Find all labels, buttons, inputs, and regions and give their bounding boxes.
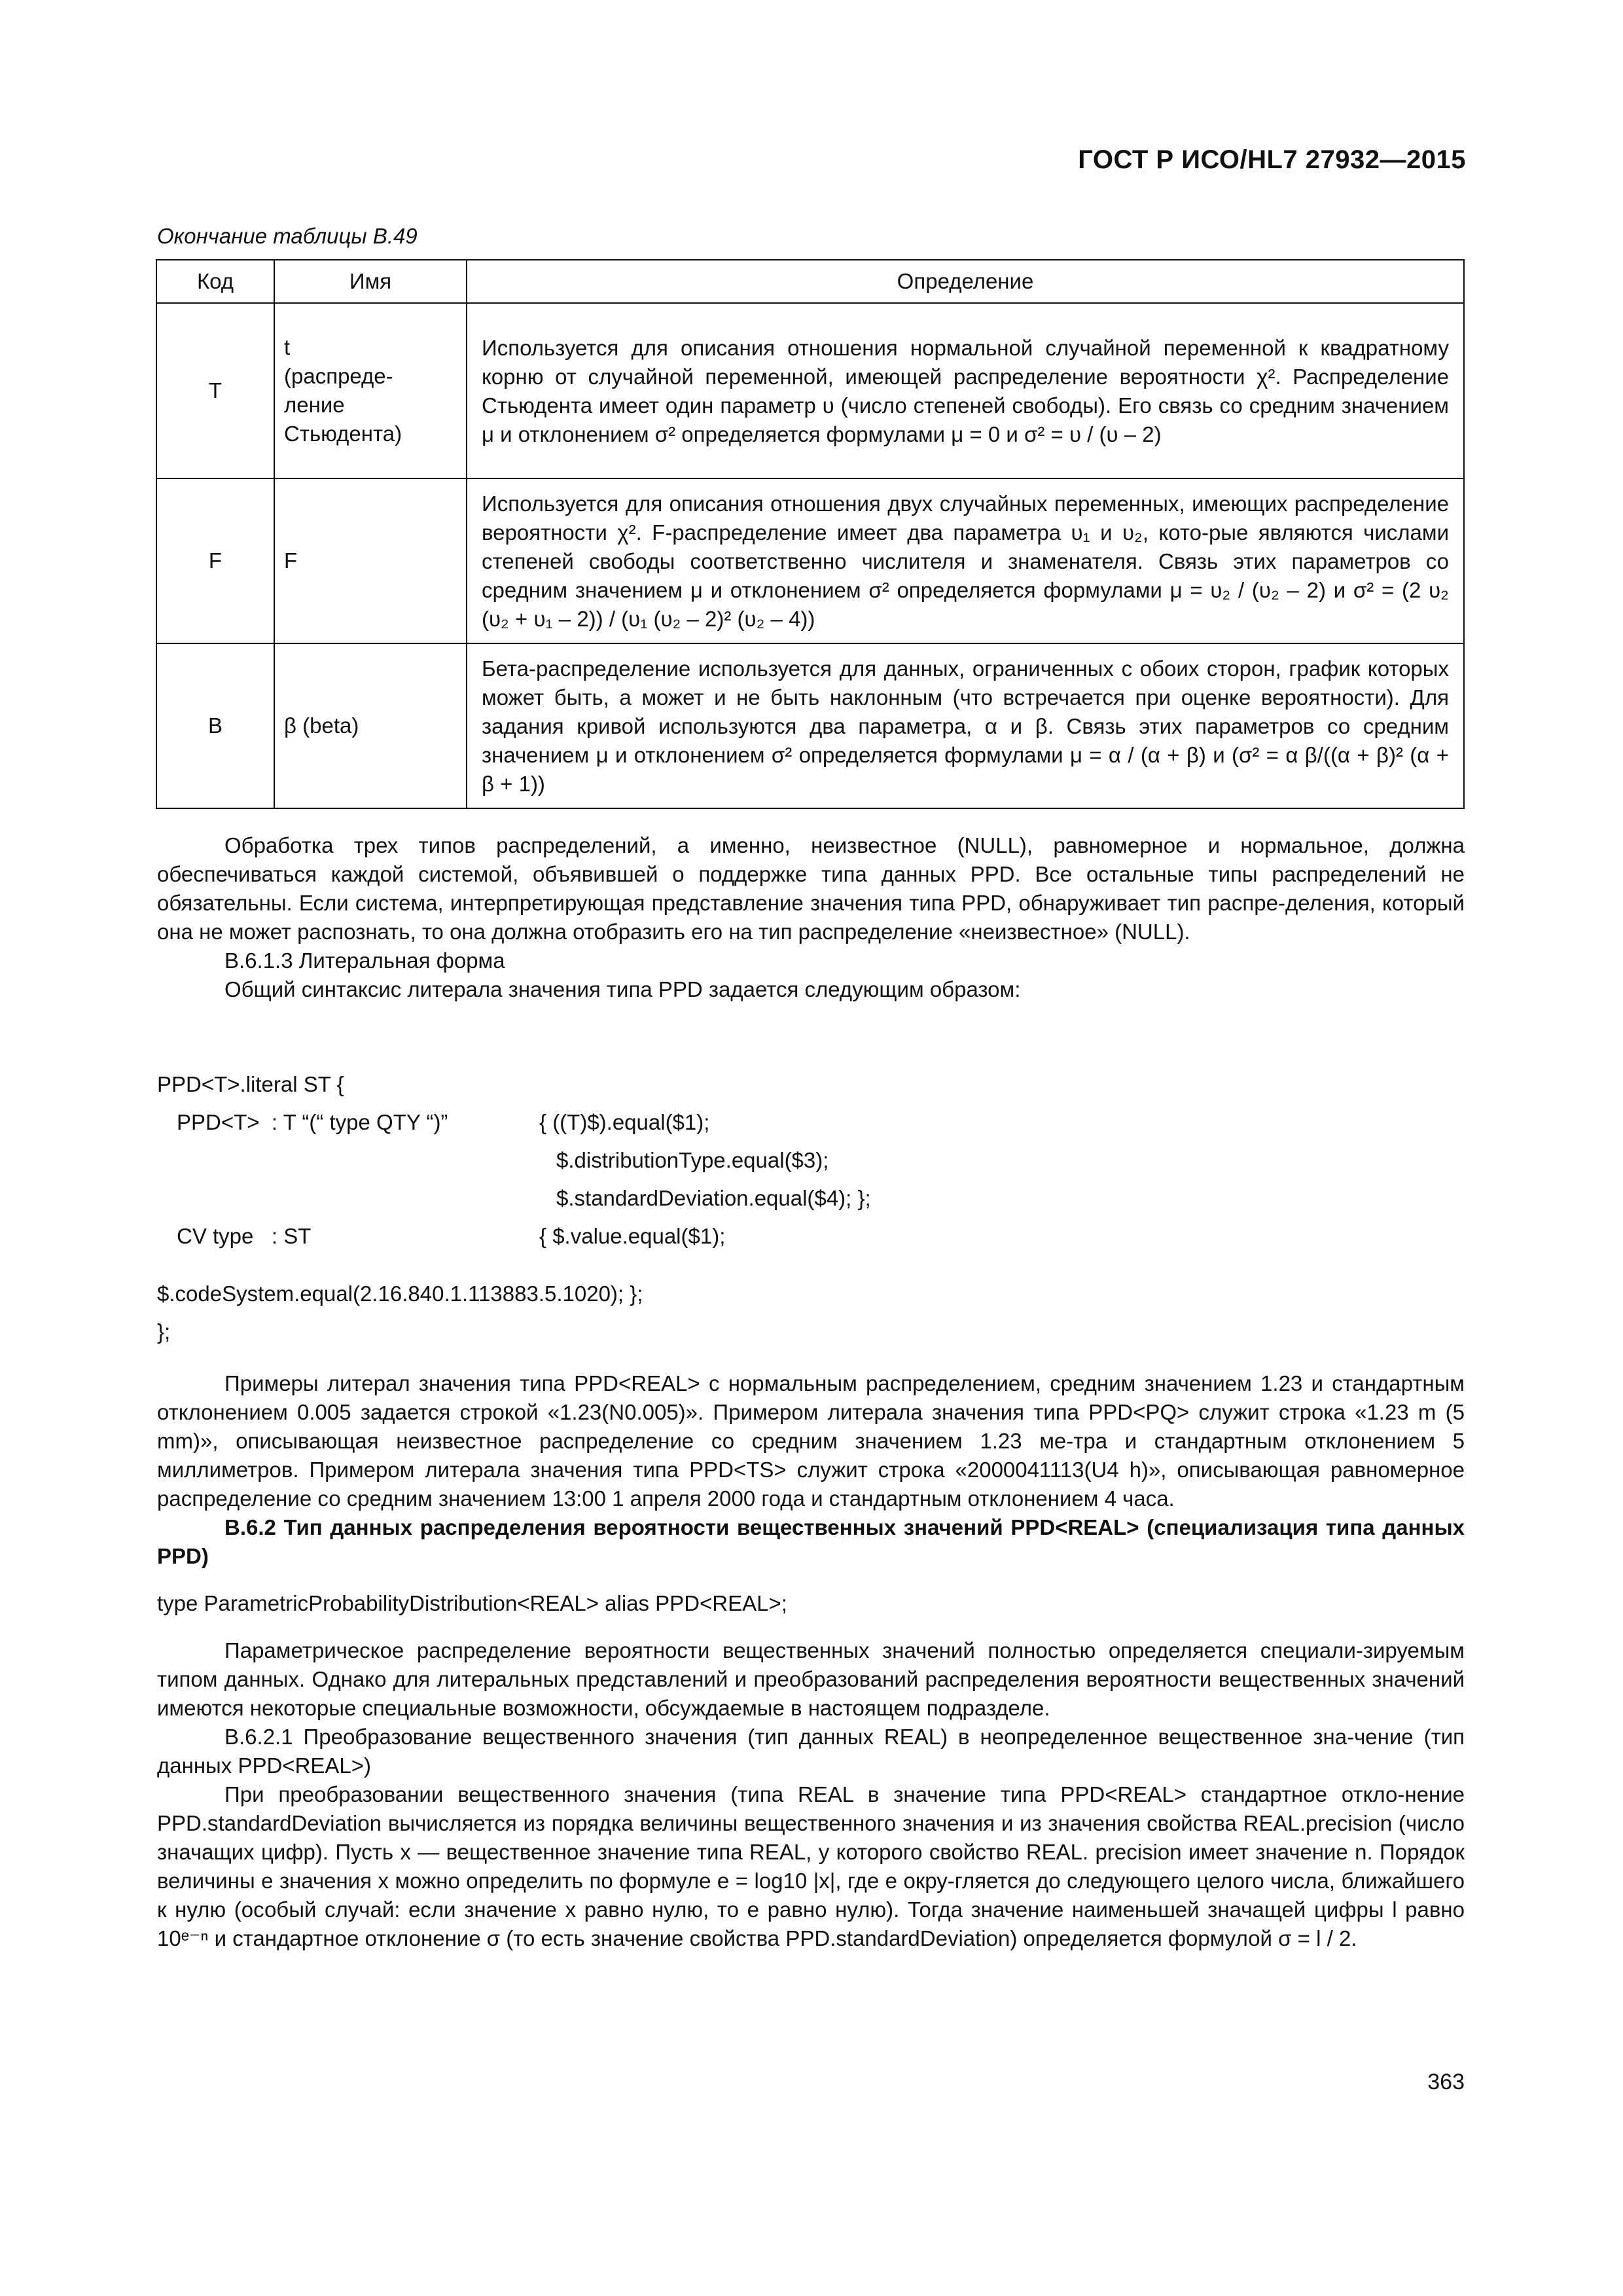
row-name-line: (распреде- xyxy=(284,364,393,388)
row-name-line: ление xyxy=(284,393,345,417)
text-section-processing xyxy=(157,831,1465,1004)
code-line: CV type : ST xyxy=(177,1224,312,1248)
code-line: { $.value.equal($1); xyxy=(539,1224,726,1248)
table-row xyxy=(156,643,1464,808)
row-code: T xyxy=(156,303,274,478)
table-row xyxy=(156,303,1464,478)
column-header-code: Код xyxy=(156,260,274,303)
paragraph-conversion-rule: При преобразовании вещественного значения (типа REAL в значение типа PPD<REAL> стандартное откло-нение PPD.standardDeviation вычисляется из порядка величины вещественного значения и из значения свойства REAL.precision (число значащих цифр). Пусть x — вещественное значение типа REAL, у которого свойство REAL. precision имеет значение n. Порядок величины e значения x можно определить по формуле e = log10 |x|, где e окру-гляется до следующего целого числа, ближайшего к нулю (особый случай: если значение x равно нулю, то e равно нулю). Тогда значение наименьшей значащей цифры l равно 10ᵉ⁻ⁿ и стандартное отклонение σ (то есть значение свойства PPD.standardDeviation) определяется формулой σ = l / 2. xyxy=(157,1782,1465,1950)
code-line: $.standardDeviation.equal($4); }; xyxy=(556,1186,871,1210)
row-code: F xyxy=(156,478,274,643)
table-row xyxy=(156,478,1464,643)
paragraph-literal-examples: Примеры литерал значения типа PPD<REAL> с нормальным распределением, средним значением 1.23 и стандартным отклонением 0.005 задается строкой «1.23(N0.005)». Примером литерала значения типа PPD<PQ> служит строка «1.23 m (5 mm)», описывающая неизвестное распределение со средним значением 1.23 ме-тра и стандартным отклонением 5 миллиметров. Примером литерала значения типа PPD<TS> служит строка «2000041113(U4 h)», описывающая равномерное распределение со средним значением 13:00 1 апреля 2000 года и стандартным отклонением 4 часа. xyxy=(157,1371,1465,1511)
code-line: $.distributionType.equal($3); xyxy=(556,1148,829,1172)
paragraph-parametric-distribution: Параметрическое распределение вероятности вещественных значений полностью определяется специали-зируемым типом данных. Однако для литеральных представлений и преобразований распределения вероятности вещественных значений имеются некоторые специальные возможности, обсуждаемые в настоящем подразделе. xyxy=(157,1638,1465,1720)
table-header-row xyxy=(156,260,1464,303)
code-line: }; xyxy=(157,1319,171,1344)
row-name-line: F xyxy=(284,548,298,573)
subsection-heading-literal-form: В.6.1.3 Литеральная форма xyxy=(224,948,505,973)
row-name-line: t xyxy=(284,335,291,359)
page-number: 363 xyxy=(1427,2070,1465,2094)
code-line: $.codeSystem.equal(2.16.840.1.113883.5.1020); }; xyxy=(157,1282,643,1306)
row-name-line: Стьюдента) xyxy=(284,422,402,446)
row-name xyxy=(274,643,467,808)
type-declaration: type ParametricProbabilityDistribution<REAL> alias PPD<REAL>; xyxy=(157,1591,787,1615)
distribution-table xyxy=(156,259,1465,809)
row-code: B xyxy=(156,643,274,808)
row-name xyxy=(274,303,467,478)
row-definition: Используется для описания отношения двух случайных переменных, имеющих распределение вероятности χ². F-распределение имеет два параметра υ₁ и υ₂, кото-рые являются числами степеней свободы соответственно числителя и знаменателя. Связь этих параметров со средним значением μ и отклонением σ² определяется формулами μ = υ₂ / (υ₂ – 2) и σ² = (2 υ₂ (υ₂ + υ₁ – 2)) / (υ₁ (υ₂ – 2)² (υ₂ – 4)) xyxy=(467,478,1464,643)
section-heading-ppd-real: В.6.2 Тип данных распределения вероятности вещественных значений PPD<REAL> (специализация типа данных PPD) xyxy=(157,1515,1465,1568)
document-standard-header: ГОСТ Р ИСО/HL7 27932—2015 xyxy=(1078,145,1466,174)
text-section-examples xyxy=(157,1369,1465,1953)
table-caption: Окончание таблицы В.49 xyxy=(157,224,418,248)
column-header-name: Имя xyxy=(274,260,467,303)
row-name xyxy=(274,478,467,643)
code-line: PPD<T> : T “(“ type QTY “)” xyxy=(177,1110,448,1134)
code-line: { ((T)$).equal($1); xyxy=(539,1110,710,1134)
paragraph-processing: Обработка трех типов распределений, а именно, неизвестное (NULL), равномерное и нормальное, должна обеспечиваться каждой системой, объявившей о поддержке типа данных PPD. Все остальные типы распределений не обязательны. Если система, интерпретирующая представление значения типа PPD, обнаруживает тип распре-деления, который она не может распознать, то она должна отобразить его на тип распределение «неизвестное» (NULL). xyxy=(157,833,1465,944)
paragraph-syntax-intro: Общий синтаксис литерала значения типа PPD задается следующим образом: xyxy=(224,977,1021,1001)
code-line: PPD<T>.literal ST { xyxy=(157,1072,344,1096)
row-definition: Бета-распределение используется для данных, ограниченных с обоих сторон, график которых может быть, а может и не быть наклонным (что встречается при оценке вероятности). Для задания кривой используются два параметра, α и β. Связь этих параметров со средним значением μ и отклонением σ² определяется формулами μ = α / (α + β) и (σ² = α β/((α + β)² (α + β + 1)) xyxy=(467,643,1464,808)
row-name-line: β (beta) xyxy=(284,713,359,738)
column-header-definition: Определение xyxy=(467,260,1464,303)
row-definition: Используется для описания отношения нормальной случайной переменной к квадратному корню от случайной переменной, имеющей распределение вероятности χ². Распределение Стьюдента имеет один параметр υ (число степеней свободы). Его связь со средним значением μ и отклонением σ² определяется формулами μ = 0 и σ² = υ / (υ – 2) xyxy=(467,303,1464,478)
subsection-heading-conversion: В.6.2.1 Преобразование вещественного значения (тип данных REAL) в неопределенное вещественное зна-чение (тип данных PPD<REAL>) xyxy=(157,1725,1465,1778)
